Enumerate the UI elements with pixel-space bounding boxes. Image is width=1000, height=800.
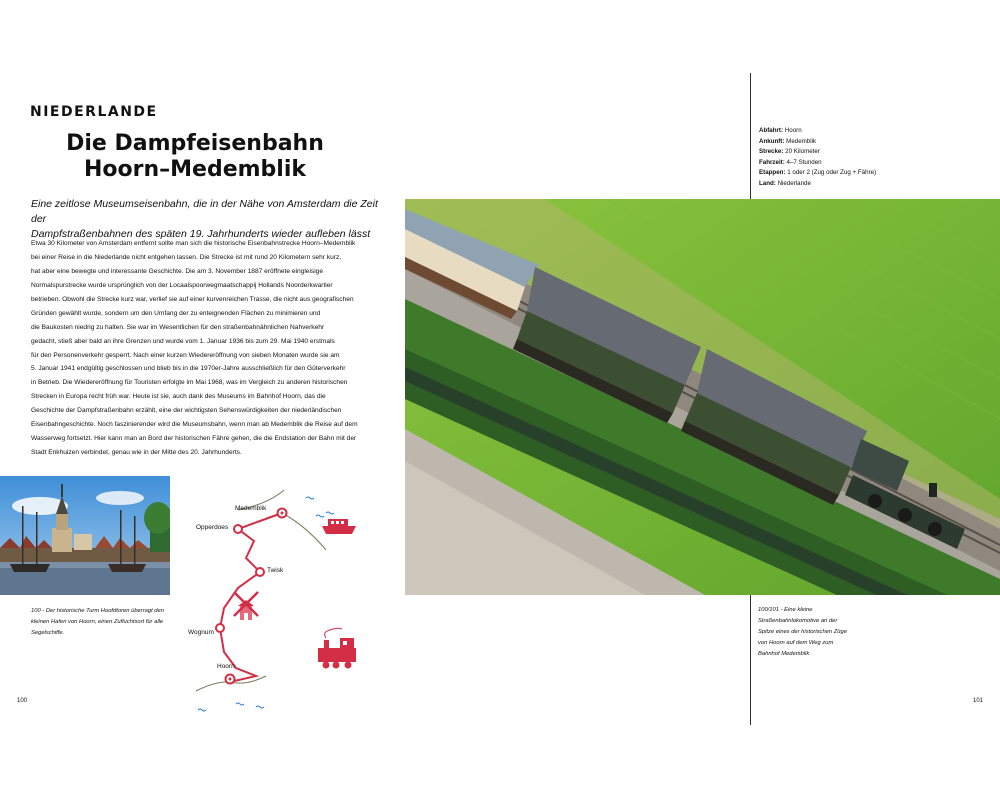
fact-label: Etappen: — [759, 169, 786, 177]
body-line: Eisenbahngeschichte. Noch faszinierender wird die Museumsbahn, wenn man ab Medemblik die Reise auf dem — [31, 421, 358, 429]
body-text — [31, 237, 381, 460]
intro-line: Eine zeitlose Museumseisenbahn, die in der Nähe von Amsterdam die Zeit der — [31, 198, 378, 225]
route-map — [176, 486, 376, 716]
intro-text — [31, 197, 386, 242]
station-label-hoorn: Hoorn — [217, 663, 235, 670]
fact-row — [759, 147, 876, 158]
body-line: bei einer Reise in die Niederlande nicht entgehen lassen. Die Strecke ist mit rund 20 Kilometern sehr kurz, — [31, 253, 342, 261]
fact-label: Strecke: — [759, 148, 784, 156]
hoorn-harbour-photo — [0, 476, 170, 595]
body-line: betrieben. Obwohl die Strecke kurz war, verlief sie auf einer kurvenreichen Trasse, die nicht aus geografischen — [31, 295, 354, 303]
fact-label: Ankunft: — [759, 137, 785, 145]
caption-line: kleinen Hafen von Hoorn, einen Zufluchtsort für alle — [31, 619, 164, 625]
fact-value: 1 oder 2 (Zug oder Zug + Fähre) — [787, 169, 877, 177]
windmill-icon — [234, 592, 258, 620]
aerial-train-photo — [405, 199, 1000, 595]
fact-label: Land: — [759, 179, 776, 187]
page-number-right: 101 — [973, 698, 984, 704]
steam-train-icon — [318, 628, 356, 668]
fact-value: Hoorn — [784, 127, 802, 134]
caption-line: von Hoorn auf dem Weg zum — [758, 640, 834, 646]
body-line: in Betrieb. Die Wiedereröffnung für Touristen erfolgte im Mai 1968, was im Vergleich zu anderen historischen — [31, 379, 348, 387]
caption-line: 100 - Der historische Turm Hoofdtoren überragt den — [31, 608, 164, 614]
body-line: Geschichte der Dampfstraßenbahn erzählt, eine der wichtigsten Sehenswürdigkeiten der niederländischen — [31, 407, 342, 415]
fact-value: 4–7 Stunden — [786, 158, 822, 166]
fact-value: Niederlande — [777, 179, 811, 187]
fact-row — [759, 137, 876, 148]
trip-facts — [759, 126, 876, 190]
fact-row — [759, 179, 876, 190]
body-line: gedacht, stieß aber bald an ihre Grenzen und wurde vom 1. Januar 1936 bis zum 29. Mai 1940 erstmals — [31, 337, 335, 345]
fact-row — [759, 126, 876, 137]
ferry-icon — [322, 519, 356, 534]
body-line: Wasserweg fortsetzt. Hier kann man an Bord der historischen Fähre gehen, die die Endstation der Bahn mit der — [31, 435, 357, 443]
caption-line: Straßenbahnlokomotive an der — [758, 618, 838, 624]
photo-caption-right — [758, 605, 868, 660]
fact-value: Medemblik — [786, 137, 817, 145]
fact-row — [759, 158, 876, 169]
body-line: Etwa 30 Kilometer von Amsterdam entfernt sollte man sich die historische Eisenbahnstrecke Hoorn–Medemblik — [31, 240, 356, 247]
intro-line: Dampfstraßenbahnen des späten 19. Jahrhunderts wieder aufleben lässt — [31, 228, 371, 240]
body-line: Gründen gewählt wurde, sondern um den Umfang der zu enteignenden Flächen zu minimieren und — [31, 309, 321, 317]
page-title — [40, 131, 350, 183]
station-label-medemblik: Medemblik — [235, 505, 267, 512]
caption-line: 100/101 - Eine kleine — [758, 607, 813, 613]
body-line: die Baukosten niedrig zu halten. Sie war im Wesentlichen für den straßenbahnähnlichen Nahverkehr — [31, 323, 325, 331]
body-line: Strecken in Europa recht früh war. Heute ist sie, auch dank des Museums im Bahnhof Hoorn, das die — [31, 393, 326, 401]
station-label-opperdoes: Opperdoes — [196, 524, 229, 531]
photo-caption-left — [31, 606, 181, 639]
station-label-twisk: Twisk — [267, 567, 284, 574]
title-line-2: Hoorn–Medemblik — [83, 157, 307, 182]
body-line: für den Personenverkehr gesperrt. Nach einer kurzen Wiedereröffnung von sieben Monaten wurde sie am — [31, 351, 340, 359]
body-line: Stadt Enkhuizen verbindet, genau wie in der Mitte des 20. Jahrhunderts. — [31, 449, 242, 457]
body-line: Normalspurstrecke wurde ursprünglich von der Locaalspoorwegmaatschappij Hollands Noorderkwartier — [31, 281, 333, 289]
fact-label: Fahrzeit: — [759, 158, 785, 166]
section-label: NIEDERLANDE — [30, 104, 158, 120]
caption-line: Bahnhof Medemblik — [758, 651, 810, 657]
caption-line: Segelschiffe. — [31, 630, 65, 636]
body-line: hat aber eine bewegte und interessante Geschichte. Die am 3. November 1887 eröffnete eingleisige — [31, 267, 324, 275]
fact-label: Abfahrt: — [759, 127, 784, 134]
fact-value: 20 Kilometer — [785, 148, 820, 156]
title-line-1: Die Dampfeisenbahn — [66, 131, 324, 156]
body-line: 5. Januar 1941 endgültig geschlossen und blieb bis in die 1970er-Jahre ausschließlich für den Güterverkehr — [31, 365, 346, 373]
page-number-left: 100 — [17, 698, 28, 704]
station-label-wognum: Wognum — [188, 629, 214, 636]
fact-row — [759, 168, 876, 179]
caption-line: Spitze eines der historischen Züge — [758, 629, 847, 635]
